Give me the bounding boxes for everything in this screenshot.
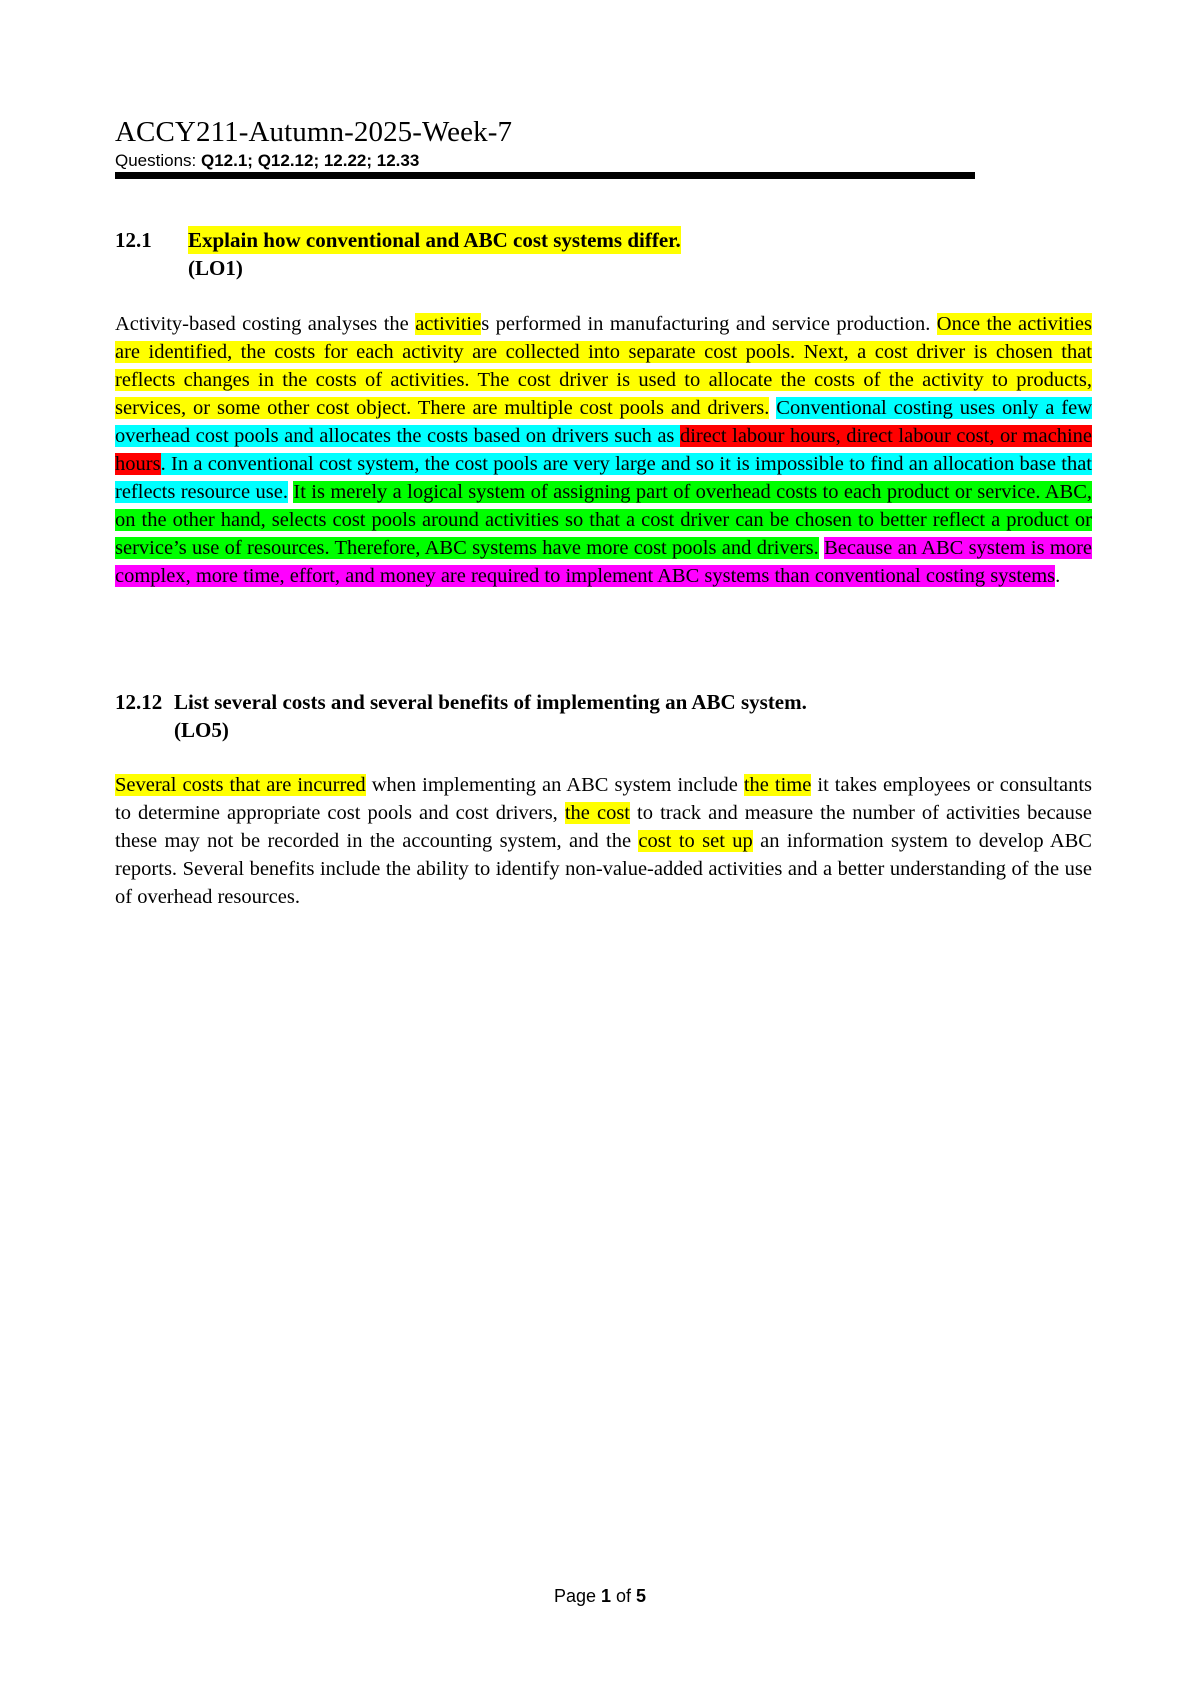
answer-segment: when implementing an ABC system include <box>365 774 744 796</box>
questions-line <box>115 150 419 172</box>
answer-segment-highlight-cyan: Conventional costing uses only a few overhead cost pools and allocates the costs based on drivers such as <box>115 397 1092 447</box>
questions-list: Q12.1; Q12.12; 12.22; 12.33 <box>201 151 420 170</box>
answer-segment-highlight-yellow: activitie <box>415 313 482 335</box>
answer-segment: it takes employees or consultants to determine appropriate cost pools and cost drivers, <box>115 774 1092 824</box>
answer-segment-highlight-yellow: the time <box>743 774 812 796</box>
document-title: ACCY211-Autumn-2025-Week-7 <box>115 116 513 148</box>
question-2-text: List several costs and several benefits of implementing an ABC system. <box>174 690 807 714</box>
footer-page-number: 1 <box>601 1586 612 1606</box>
answer-segment: Activity-based costing analyses the <box>115 313 416 335</box>
answer-segment-highlight-green: It is merely a logical system of assigning part of overhead costs to each product or service. ABC, on the other hand, selects cost pools around activities so that a cost driver can be chosen to better reflect a product or service’s use of resources. Therefore, ABC systems have more cost pools and drivers. <box>115 481 1093 559</box>
footer-of-word: of <box>611 1586 637 1606</box>
question-1-learning-objective: (LO1) <box>188 256 243 280</box>
question-1-answer <box>115 310 1092 590</box>
answer-segment-highlight-yellow: the cost <box>564 802 630 824</box>
answer-segment: . <box>1055 565 1061 587</box>
questions-label: Questions: <box>115 151 201 170</box>
question-2-learning-objective: (LO5) <box>174 718 229 742</box>
question-2-answer <box>115 771 1092 911</box>
page-footer <box>0 1585 1200 1607</box>
header-rule <box>115 172 975 179</box>
answer-segment: to track and measure the number of activities because these may not be recorded in the accounting system, and the <box>115 802 1092 852</box>
answer-segment: an information system to develop ABC reports. Several benefits include the ability to identify non-value-added activities and a better understanding of the use of overhead resources. <box>115 830 1092 908</box>
question-1-number: 12.1 <box>115 228 152 252</box>
answer-segment-highlight-cyan: . In a conventional cost system, the cost pools are very large and so it is impossible to find an allocation base that reflects resource use. <box>115 453 1092 503</box>
footer-page-total: 5 <box>636 1586 647 1606</box>
question-2-number: 12.12 <box>115 690 163 714</box>
answer-segment-highlight-yellow: Once the activities are identified, the costs for each activity are collected into separate cost pools. Next, a cost driver is chosen that reflects changes in the costs of activities. The cost driver is used to allocate the costs of the activity to products, services, or some other cost object. There are multiple cost pools and drivers. <box>115 313 1092 419</box>
answer-segment-highlight-yellow: Several costs that are incurred <box>115 774 366 796</box>
footer-page-word: Page <box>553 1586 601 1606</box>
answer-segment-highlight-red: direct labour hours, direct labour cost, or machine hours <box>115 425 1092 475</box>
question-1-text: Explain how conventional and ABC cost systems differ. <box>188 228 681 252</box>
answer-segment: s performed in manufacturing and service production. <box>481 313 937 335</box>
answer-segment-highlight-yellow: cost to set up <box>638 830 753 852</box>
answer-segment-highlight-magenta: Because an ABC system is more complex, more time, effort, and money are required to implement ABC systems than conventional costing systems <box>115 537 1093 587</box>
